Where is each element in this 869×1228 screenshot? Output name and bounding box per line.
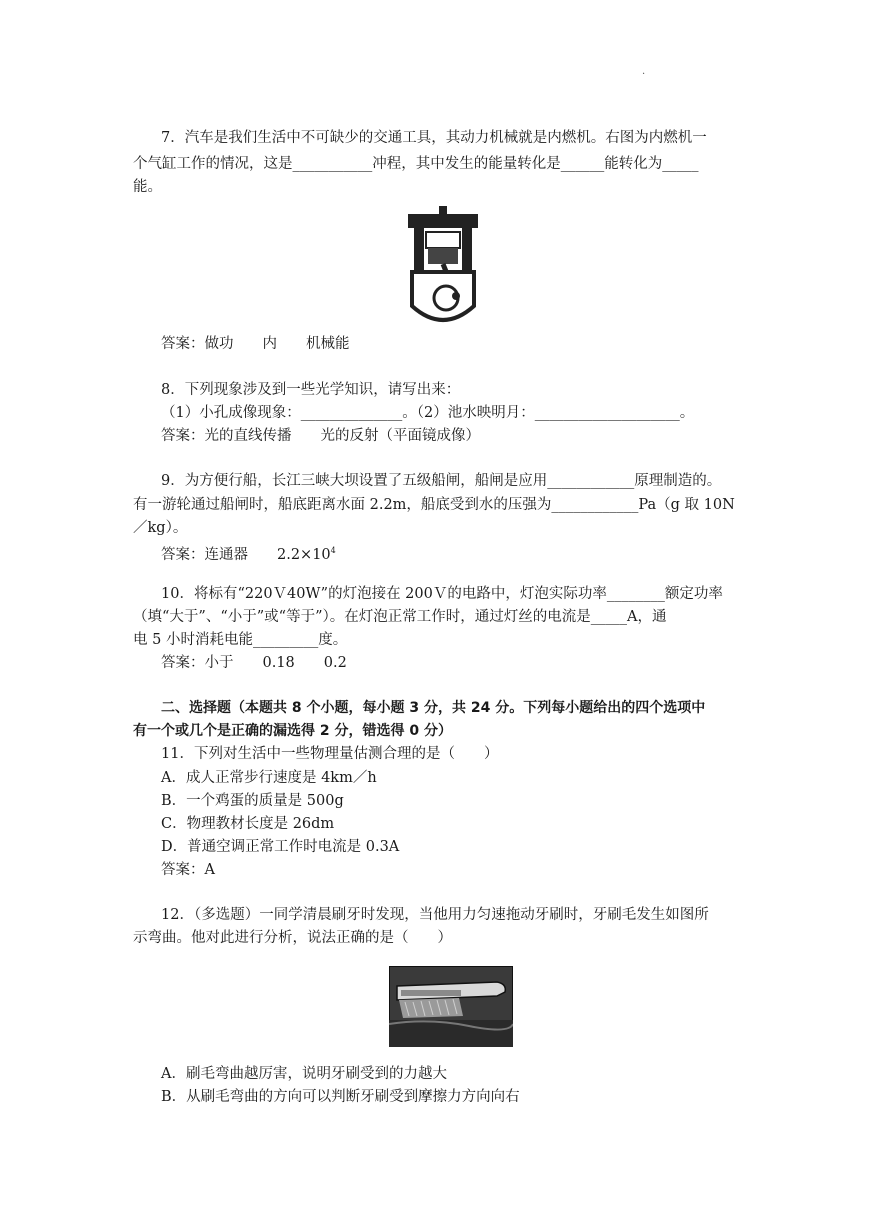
q8-line-1: 8．下列现象涉及到一些光学知识，请写出来： xyxy=(161,382,461,398)
q9-answer-text: 答案：连通器 2.2×10 xyxy=(161,547,331,563)
q10-line-2: （填“大于”、“小于”或“等于”）。在灯泡正常工作时，通过灯丝的电流是_____A，通 xyxy=(133,609,667,625)
q10-line-1: 10．将标有“220Ｖ40W”的灯泡接在 200Ｖ的电路中，灯泡实际功率________额定功率 xyxy=(161,586,723,602)
q12-line-1: 12．（多选题）一同学清晨刷牙时发现，当他用力匀速拖动牙刷时，牙刷毛发生如图所 xyxy=(161,907,709,923)
engine-cylinder-figure xyxy=(408,206,478,328)
q9-line-2: 有一游轮通过船闸时，船底距离水面 2.2m，船底受到水的压强为____________Pa（g 取 10N xyxy=(133,497,735,513)
q8-line-2: （1）小孔成像现象：______________。（2）池水映明月：____________________。 xyxy=(161,405,695,421)
q11-stem: 11．下列对生活中一些物理量估测合理的是（ ） xyxy=(161,746,499,762)
q8-answer: 答案：光的直线传播 光的反射（平面镜成像） xyxy=(161,428,480,444)
q7-line-2: 个气缸工作的情况，这是___________冲程，其中发生的能量转化是______能转化为_____ xyxy=(133,156,699,172)
q11-option-d: D．普通空调正常工作时电流是 0.3A xyxy=(161,839,400,855)
q11-option-b: B．一个鸡蛋的质量是 500g xyxy=(161,793,344,809)
section-2-heading-line-1: 二、选择题（本题共 8 个小题，每小题 3 分，共 24 分。下列每小题给出的四个选项中 xyxy=(161,700,706,716)
q9-line-3: ／kg）。 xyxy=(133,520,188,536)
section-2-heading-line-2: 有一个或几个是正确的漏选得 2 分，错选得 0 分） xyxy=(133,723,452,739)
q11-option-c: C．物理教材长度是 26dm xyxy=(161,816,335,832)
q7-answer: 答案：做功 内 机械能 xyxy=(161,336,350,352)
toothbrush-photo xyxy=(389,966,513,1047)
q7-line-1: 7．汽车是我们生活中不可缺少的交通工具，其动力机械就是内燃机。右图为内燃机一 xyxy=(161,130,707,146)
q11-answer: 答案：A xyxy=(161,862,215,878)
q12-option-b: B．从刷毛弯曲的方向可以判断牙刷受到摩擦力方向向右 xyxy=(161,1089,520,1105)
q10-answer: 答案：小于 0.18 0.2 xyxy=(161,655,347,671)
q12-option-a: A．刷毛弯曲越厉害，说明牙刷受到的力越大 xyxy=(161,1066,447,1082)
q9-answer-exponent: 4 xyxy=(330,546,336,555)
q9-answer xyxy=(161,541,336,565)
q12-line-2: 示弯曲。他对此进行分析，说法正确的是（ ） xyxy=(133,930,452,946)
q9-line-1: 9．为方便行船，长江三峡大坝设置了五级船闸，船闸是应用____________原理制造的。 xyxy=(161,473,722,489)
q11-option-a: A．成人正常步行速度是 4km／h xyxy=(161,770,377,786)
q7-line-3: 能。 xyxy=(133,179,162,195)
corner-dot: . xyxy=(642,66,646,77)
q10-line-3: 电 5 小时消耗电能_________度。 xyxy=(133,632,348,648)
